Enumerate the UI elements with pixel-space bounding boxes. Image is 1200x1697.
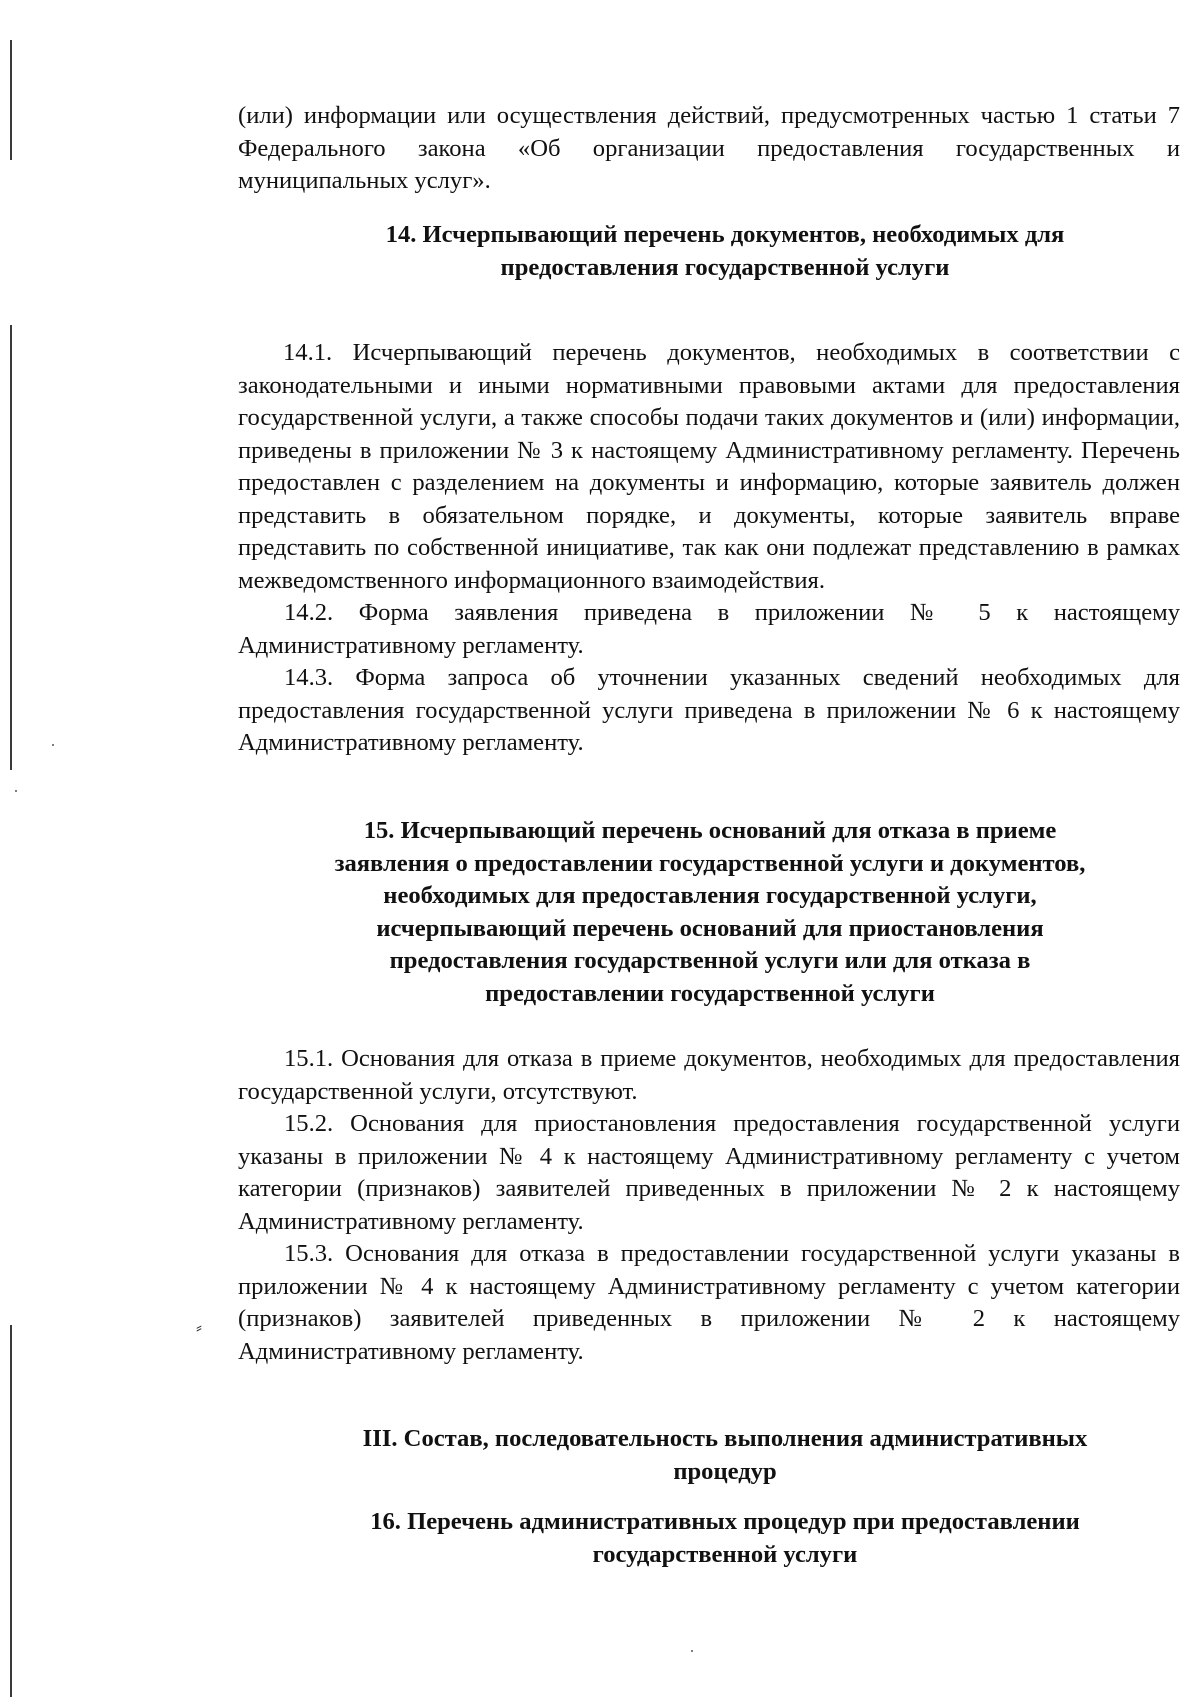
paragraph-15-2: 15.2. Основания для приостановления предоставления государственной услуги указаны в приложении № 4 к настоящему Административному регламенту с учетом категории (признаков) заявителей приведенных в приложении № 2 к настоящему Административному регламенту. — [238, 1110, 1180, 1235]
paragraph-14-2: 14.2. Форма заявления приведена в приложении № 5 к настоящему Административному регламенту. — [238, 599, 1180, 659]
chapter-3-title-line: процедур — [673, 1457, 777, 1485]
scan-edge-mark — [10, 40, 12, 160]
section-15-title-line: необходимых для предоставления государственной услуги, — [383, 882, 1037, 909]
section-15-title-line: исчерпывающий перечень оснований для приостановления — [376, 914, 1044, 942]
paragraph-15-1: 15.1. Основания для отказа в приеме документов, необходимых для предоставления государственной услуги, отсутствуют. — [238, 1045, 1180, 1105]
section-15-title-line: 15. Исчерпывающий перечень оснований для отказа в приеме — [363, 817, 1057, 844]
section-15-title-line: заявления о предоставлении государственной услуги и документов, — [334, 849, 1086, 877]
scan-dot — [691, 1650, 693, 1652]
scan-edge-mark — [10, 1325, 12, 1697]
chapter-3-title-line: III. Состав, последовательность выполнения административных — [362, 1425, 1088, 1452]
scan-dot — [52, 744, 54, 746]
scan-edge-mark — [10, 325, 12, 770]
scan-dot — [15, 790, 17, 792]
section-16-title-line: государственной услуги — [592, 1540, 858, 1568]
section-14-title: 14. Исчерпывающий перечень документов, необходимых для предоставления государственной услуги — [385, 221, 1065, 281]
scan-mark-glyph: ⸗ — [196, 1317, 202, 1337]
paragraph-14-1: 14.1. Исчерпывающий перечень документов, необходимых в соответствии с законодательными и иными нормативными правовыми актами для предоставления государственной услуги, а также способы подачи таких документов и (или) информации, приведены в приложении № 3 к настоящему Административному регламенту. Перечень предоставлен с разделением на документы и информацию, которые заявитель должен представить в обязательном порядке, и документы, которые заявитель вправе представить по собственной инициативе, так как они подлежат представлению в рамках межведомственного информационного взаимодействия. — [238, 339, 1180, 594]
paragraph-14-3: 14.3. Форма запроса об уточнении указанных сведений необходимых для предоставления государственной услуги приведена в приложении № 6 к настоящему Административному регламенту. — [238, 664, 1180, 756]
section-15-title-line: предоставлении государственной услуги — [485, 979, 935, 1007]
section-16-title-line: 16. Перечень административных процедур при предоставлении — [370, 1508, 1080, 1535]
section-15-title-line: предоставления государственной услуги или для отказа в — [389, 947, 1031, 974]
intro-paragraph: (или) информации или осуществления действий, предусмотренных частью 1 статьи 7 Федерального закона «Об организации предоставления государственных и муниципальных услуг». — [238, 102, 1180, 194]
paragraph-15-3: 15.3. Основания для отказа в предоставлении государственной услуги указаны в приложении № 4 к настоящему Административному регламенту с учетом категории (признаков) заявителей приведенных в приложении № 2 к настоящему Административному регламенту. — [238, 1240, 1180, 1365]
